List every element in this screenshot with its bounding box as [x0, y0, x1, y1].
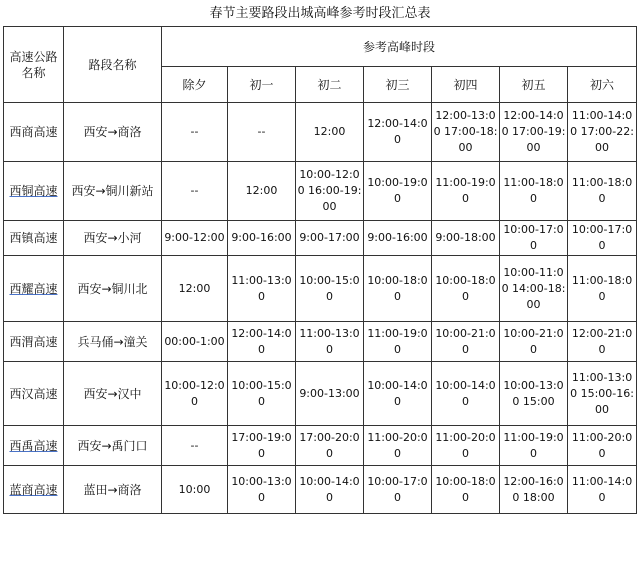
header-day: 初三 [364, 67, 432, 103]
peak-time-cell: 9:00-16:00 [364, 221, 432, 256]
peak-time-cell: 11:00-18:00 [500, 162, 568, 221]
segment-cell: 西安→铜川北 [64, 256, 162, 322]
table-title: 春节主要路段出城高峰参考时段汇总表 [209, 6, 431, 21]
highway-name: 西汉高速 [9, 386, 58, 401]
peak-time-cell: 10:00-14:00 [364, 362, 432, 426]
table-body [4, 103, 637, 514]
highway-cell [4, 103, 64, 162]
peak-time-cell: 10:00-12:00 16:00-19:00 [296, 162, 364, 221]
segment-cell: 西安→商洛 [64, 103, 162, 162]
header-day: 初一 [228, 67, 296, 103]
peak-time-cell: 10:00-21:00 [432, 322, 500, 362]
peak-time-cell: 10:00-14:00 [432, 362, 500, 426]
peak-time-cell: 17:00-19:00 [228, 426, 296, 466]
highway-cell [4, 221, 64, 256]
table-row [4, 221, 637, 256]
highway-name: 西商高速 [9, 125, 58, 139]
peak-time-cell: 9:00-18:00 [432, 221, 500, 256]
peak-time-cell: 12:00 [162, 256, 228, 322]
highway-name: 蓝商高速 [9, 482, 58, 497]
peak-time-cell: 10:00-18:00 [432, 256, 500, 322]
peak-time-cell: 10:00-18:00 [364, 256, 432, 322]
peak-time-cell: -- [162, 103, 228, 162]
peak-time-cell: 11:00-19:00 [364, 322, 432, 362]
peak-time-cell: 10:00-17:00 [568, 221, 637, 256]
peak-time-cell: 10:00-14:00 [296, 466, 364, 514]
peak-time-cell: 12:00-14:00 17:00-19:00 [500, 103, 568, 162]
table-row [4, 362, 637, 426]
segment-cell: 西安→禹门口 [64, 426, 162, 466]
peak-time-cell: 10:00-17:00 [500, 221, 568, 256]
peak-time-cell: 10:00-13:00 [228, 466, 296, 514]
peak-time-cell: 10:00-15:00 [296, 256, 364, 322]
header-day: 初四 [432, 67, 500, 103]
peak-time-cell: -- [162, 162, 228, 221]
peak-time-cell: 11:00-20:00 [364, 426, 432, 466]
header-row-1 [4, 27, 637, 67]
highway-cell [4, 362, 64, 426]
highway-name: 西镇高速 [9, 231, 58, 245]
header-day: 初六 [568, 67, 637, 103]
segment-cell: 西安→小河 [64, 221, 162, 256]
peak-time-cell: 9:00-12:00 [162, 221, 228, 256]
peak-time-cell: 11:00-13:00 [228, 256, 296, 322]
segment-cell: 西安→铜川新站 [64, 162, 162, 221]
segment-cell: 兵马俑→潼关 [64, 322, 162, 362]
table-row [4, 322, 637, 362]
highway-cell [4, 322, 64, 362]
peak-time-cell: -- [228, 103, 296, 162]
peak-time-cell: 9:00-16:00 [228, 221, 296, 256]
peak-time-cell: 11:00-20:00 [568, 426, 637, 466]
peak-time-cell: 11:00-14:00 [568, 466, 637, 514]
peak-time-cell: 9:00-13:00 [296, 362, 364, 426]
table-row [4, 162, 637, 221]
peak-time-cell: 10:00 [162, 466, 228, 514]
header-peak-times: 参考高峰时段 [162, 27, 637, 67]
highway-cell [4, 466, 64, 514]
peak-time-cell: 11:00-13:00 [296, 322, 364, 362]
peak-time-cell: 17:00-20:00 [296, 426, 364, 466]
peak-time-cell: 12:00-13:00 17:00-18:00 [432, 103, 500, 162]
table-row [4, 103, 637, 162]
peak-time-cell: 12:00 [296, 103, 364, 162]
peak-time-cell: 11:00-18:00 [568, 162, 637, 221]
peak-time-cell: 12:00 [228, 162, 296, 221]
highway-name: 西禹高速 [9, 438, 58, 453]
peak-time-cell: 10:00-15:00 [228, 362, 296, 426]
peak-time-cell: 12:00-16:00 18:00 [500, 466, 568, 514]
peak-time-cell: 10:00-21:00 [500, 322, 568, 362]
highway-cell [4, 162, 64, 221]
peak-time-cell: 11:00-13:00 15:00-16:00 [568, 362, 637, 426]
segment-cell: 蓝田→商洛 [64, 466, 162, 514]
peak-time-cell: 12:00-14:00 [364, 103, 432, 162]
segment-cell: 西安→汉中 [64, 362, 162, 426]
peak-time-cell: 12:00-21:00 [568, 322, 637, 362]
peak-time-cell: 11:00-18:00 [568, 256, 637, 322]
header-day: 除夕 [162, 67, 228, 103]
peak-time-cell: 11:00-14:00 17:00-22:00 [568, 103, 637, 162]
highway-name: 西铜高速 [9, 184, 58, 198]
peak-time-cell: 12:00-14:00 [228, 322, 296, 362]
peak-time-cell: 11:00-19:00 [500, 426, 568, 466]
peak-time-cell: 10:00-12:00 [162, 362, 228, 426]
header-day: 初二 [296, 67, 364, 103]
table-row [4, 426, 637, 466]
peak-time-cell: 11:00-19:00 [432, 162, 500, 221]
table-row [4, 256, 637, 322]
peak-time-cell: 00:00-1:00 [162, 322, 228, 362]
peak-time-cell: 11:00-20:00 [432, 426, 500, 466]
peak-time-cell: 10:00-19:00 [364, 162, 432, 221]
peak-time-cell: 10:00-17:00 [364, 466, 432, 514]
header-day: 初五 [500, 67, 568, 103]
header-segment: 路段名称 [64, 27, 162, 103]
peak-time-cell: 10:00-13:00 15:00 [500, 362, 568, 426]
highway-cell [4, 426, 64, 466]
highway-cell [4, 256, 64, 322]
peak-time-cell: 10:00-11:00 14:00-18:00 [500, 256, 568, 322]
peak-time-cell: 9:00-17:00 [296, 221, 364, 256]
highway-name: 西渭高速 [9, 334, 58, 349]
peak-hours-table [3, 26, 637, 514]
highway-name: 西耀高速 [9, 281, 58, 296]
peak-time-cell: 10:00-18:00 [432, 466, 500, 514]
table-row [4, 466, 637, 514]
peak-time-cell: -- [162, 426, 228, 466]
header-highway: 高速公路名称 [4, 27, 64, 103]
